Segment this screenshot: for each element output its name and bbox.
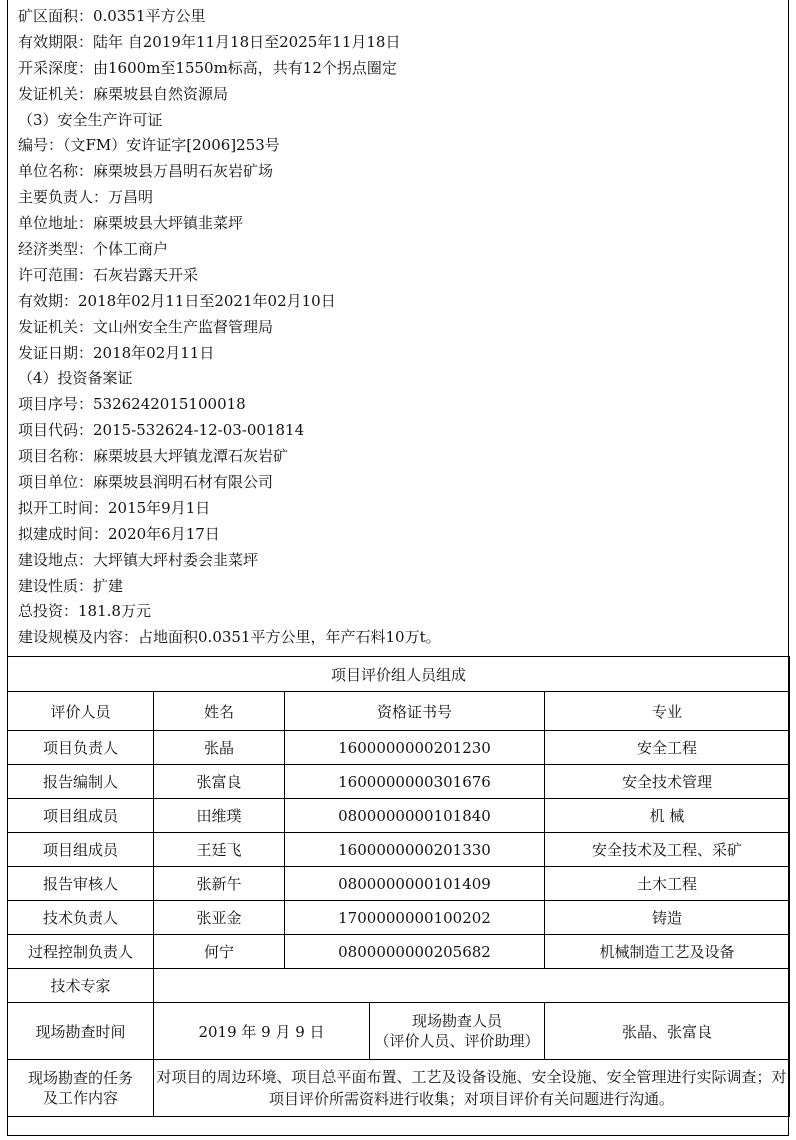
section-heading: （3）安全生产许可证 <box>18 110 163 129</box>
table-row <box>8 765 790 799</box>
cell-name: 王廷飞 <box>154 833 285 867</box>
info-line: 有效期限：陆年 自2019年11月18日至2025年11月18日 <box>18 32 401 51</box>
expert-value <box>154 969 790 1003</box>
info-line: 发证机关：麻栗坡县自然资源局 <box>18 84 229 103</box>
cell-certificate: 1600000000301676 <box>285 765 545 799</box>
cell-role: 项目负责人 <box>8 731 154 765</box>
info-line: 许可范围：石灰岩露天开采 <box>18 265 199 284</box>
task-label-line: 及工作内容 <box>42 1089 118 1107</box>
cell-specialty: 安全技术及工程、采矿 <box>545 833 790 867</box>
cell-specialty: 安全工程 <box>545 731 790 765</box>
evaluation-team-table <box>7 656 790 1117</box>
info-line: 项目名称：麻栗坡县大坪镇龙潭石灰岩矿 <box>18 447 289 466</box>
cell-name: 张富良 <box>154 765 285 799</box>
info-line: 项目单位：麻栗坡县润明石材有限公司 <box>18 473 274 492</box>
cell-name: 张亚金 <box>154 901 285 935</box>
cell-specialty: 铸造 <box>545 901 790 935</box>
cell-name: 张新午 <box>154 867 285 901</box>
info-line: 有效期：2018年02月11日至2021年02月10日 <box>18 291 336 310</box>
header-certificate: 资格证书号 <box>285 692 545 731</box>
cell-name: 何宁 <box>154 935 285 969</box>
cell-certificate: 0800000000101840 <box>285 799 545 833</box>
header-name: 姓名 <box>154 692 285 731</box>
info-line: 开采深度：由1600m至1550m标高，共有12个拐点圈定 <box>18 58 397 77</box>
table-title: 项目评价组人员组成 <box>8 657 790 692</box>
cell-certificate: 1600000000201330 <box>285 833 545 867</box>
table-row <box>8 799 790 833</box>
info-line: 发证日期：2018年02月11日 <box>18 343 215 362</box>
info-line: 编号：（文FM）安许证字[2006]253号 <box>18 136 280 155</box>
section-heading: （4）投资备案证 <box>18 369 133 388</box>
expert-label: 技术专家 <box>8 969 154 1003</box>
header-specialty: 专业 <box>545 692 790 731</box>
info-line: 矿区面积：0.0351平方公里 <box>18 7 206 25</box>
table-row <box>8 935 790 969</box>
cell-certificate: 1700000000100202 <box>285 901 545 935</box>
info-line: 项目序号：5326242015100018 <box>18 395 246 414</box>
cell-specialty: 安全技术管理 <box>545 765 790 799</box>
table-row <box>8 867 790 901</box>
cell-role: 过程控制负责人 <box>8 935 154 969</box>
info-line: 单位地址：麻栗坡县大坪镇韭菜坪 <box>18 214 244 233</box>
info-line: 拟建成时间：2020年6月17日 <box>18 524 220 543</box>
header-role: 评价人员 <box>8 692 154 731</box>
cell-specialty: 机械制造工艺及设备 <box>545 935 790 969</box>
info-line: 建设地点：大坪镇大坪村委会韭菜坪 <box>18 550 259 569</box>
table-row <box>8 833 790 867</box>
info-line: 项目代码：2015-532624-12-03-001814 <box>18 421 305 440</box>
info-line: 建设规模及内容：占地面积0.0351平方公里，年产石料10万t。 <box>18 628 441 647</box>
cell-name: 田维璞 <box>154 799 285 833</box>
info-line: 单位名称：麻栗坡县万昌明石灰岩矿场 <box>18 162 274 181</box>
cell-role: 技术负责人 <box>8 901 154 935</box>
task-content: 对项目的周边环境、项目总平面布置、工艺及设备设施、安全设施、安全管理进行实际调查；对项目评价所需资料进行收集；对项目评价有关问题进行沟通。 <box>154 1060 790 1117</box>
cell-role: 项目组成员 <box>8 799 154 833</box>
survey-staff-value: 张晶、张富良 <box>545 1003 790 1060</box>
cell-specialty: 土木工程 <box>545 867 790 901</box>
cell-name: 张晶 <box>154 731 285 765</box>
cell-specialty: 机 械 <box>545 799 790 833</box>
cell-certificate: 1600000000201230 <box>285 731 545 765</box>
survey-time-label: 现场勘查时间 <box>8 1003 154 1060</box>
license-info-block <box>18 4 778 651</box>
table-row <box>8 731 790 765</box>
info-line: 经济类型：个体工商户 <box>18 240 169 259</box>
info-line: 总投资：181.8万元 <box>18 602 151 621</box>
cell-role: 报告编制人 <box>8 765 154 799</box>
cell-role: 报告审核人 <box>8 867 154 901</box>
table-row <box>8 901 790 935</box>
info-line: 主要负责人：万昌明 <box>18 188 154 207</box>
survey-staff-label <box>370 1003 545 1060</box>
task-label <box>8 1060 154 1117</box>
info-line: 拟开工时间：2015年9月1日 <box>18 498 211 517</box>
survey-time-value: 2019 年 9 月 9 日 <box>154 1003 370 1060</box>
cell-certificate: 0800000000101409 <box>285 867 545 901</box>
info-line: 建设性质：扩建 <box>18 576 124 595</box>
cell-certificate: 0800000000205682 <box>285 935 545 969</box>
info-line: 发证机关：文山州安全生产监督管理局 <box>18 317 274 336</box>
task-label-line: 现场勘查的任务 <box>27 1069 133 1087</box>
survey-staff-label-line: 现场勘查人员 <box>411 1012 502 1030</box>
survey-staff-label-line: （评价人员、评价助理） <box>374 1032 540 1050</box>
cell-role: 项目组成员 <box>8 833 154 867</box>
